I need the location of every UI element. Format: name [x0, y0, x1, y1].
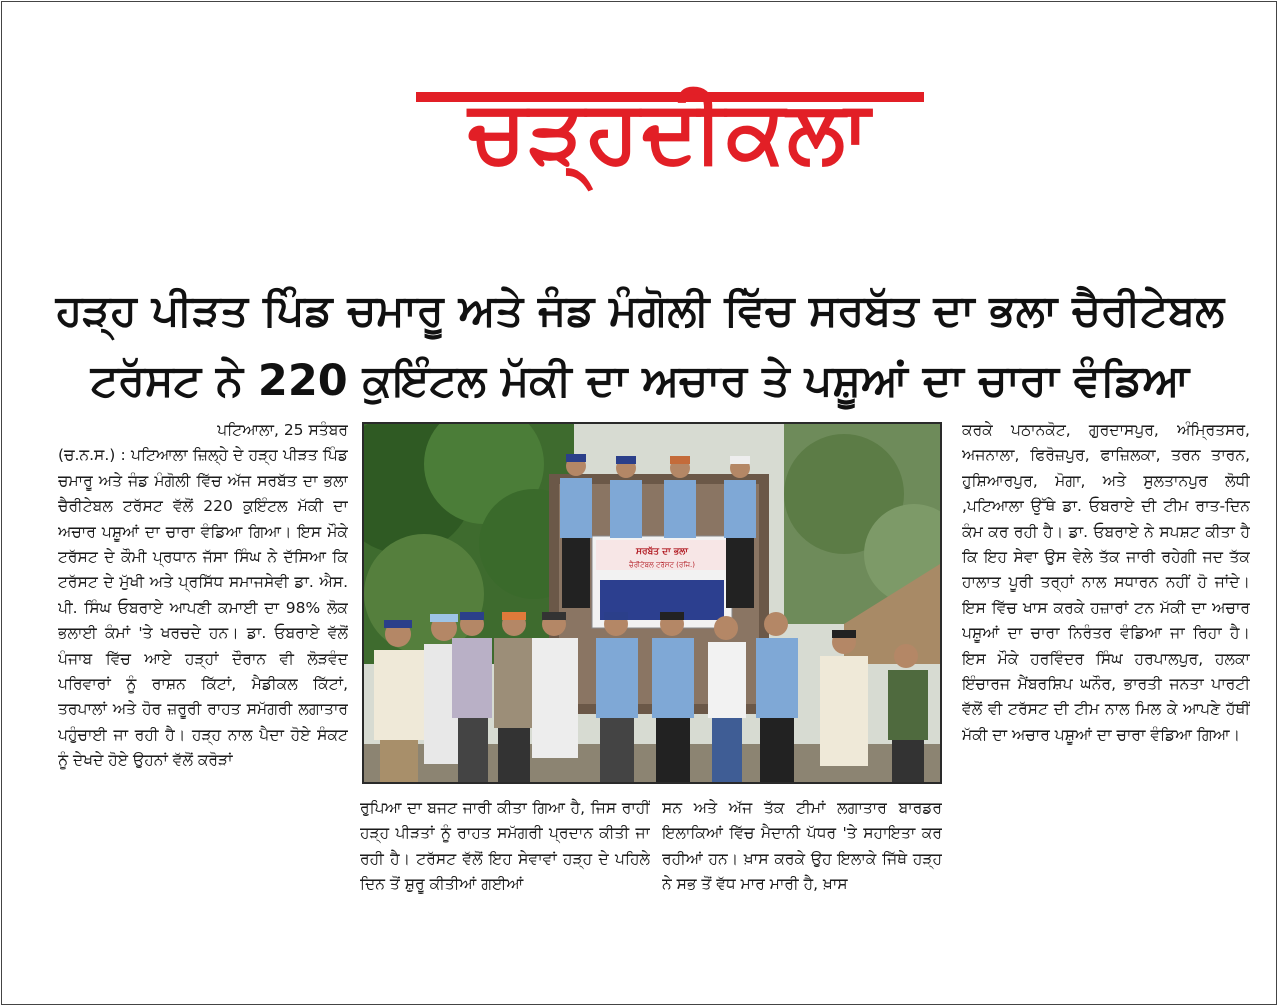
newspaper-masthead: ਚੜ੍ਹਦੀਕਲਾ: [468, 82, 872, 182]
article-text-right: ਕਰਕੇ ਪਠਾਨਕੋਟ, ਗੁਰਦਾਸਪੁਰ, ਅੰਮ੍ਰਿਤਸਰ, ਅਜਨਾਲਾ, ਫਿਰੋਜ਼ਪੁਰ, ਫਾਜ਼ਿਲਕਾ, ਤਰਨ ਤਾਰਨ, ਹੁਸ਼ਿਆਰਪੁਰ, ਮੋਗਾ, ਅਤੇ ਸੁਲਤਾਨਪੁਰ ਲੋਧੀ ,ਪਟਿਆਲਾ ਉੱਥੇ ਡਾ. ਓਬਰਾਏ ਦੀ ਟੀਮ ਰਾਤ-ਦਿਨ ਕੰਮ ਕਰ ਰਹੀ ਹੈ। ਡਾ. ਓਬਰਾਏ ਨੇ ਸਪਸ਼ਟ ਕੀਤਾ ਹੈ ਕਿ ਇਹ ਸੇਵਾ ਉਸ ਵੇਲੇ ਤੱਕ ਜਾਰੀ ਰਹੇਗੀ ਜਦ ਤੱਕ ਹਾਲਾਤ ਪੂਰੀ ਤਰ੍ਹਾਂ ਨਾਲ ਸਧਾਰਨ ਨਹੀਂ ਹੋ ਜਾਂਦੇ। ਇਸ ਵਿੱਚ ਖਾਸ ਕਰਕੇ ਹਜ਼ਾਰਾਂ ਟਨ ਮੱਕੀ ਦਾ ਅਚਾਰ ਪਸ਼ੂਆਂ ਦਾ ਚਾਰਾ ਨਿਰੰਤਰ ਵੰਡਿਆ ਜਾ ਰਿਹਾ ਹੈ। ਇਸ ਮੌਕੇ ਹਰਵਿੰਦਰ ਸਿੰਘ ਹਰਪਾਲਪੁਰ, ਹਲਕਾ ਇੰਚਾਰਜ ਮੈਂਬਰਸ਼ਿਪ ਘਨੌਰ, ਭਾਰਤੀ ਜਨਤਾ ਪਾਰਟੀ ਵੱਲੋਂ ਵੀ ਟਰੱਸਟ ਦੀ ਟੀਮ ਨਾਲ ਮਿਲ ਕੇ ਆਪਣੇ ਹੱਥੀਂ ਮੱਕੀ ਦਾ ਅਚਾਰ ਪਸ਼ੂਆਂ ਦਾ ਚਾਰਾ ਵੰਡਿਆ ਗਿਆ।: [962, 421, 1250, 744]
news-photo: [362, 422, 942, 784]
article-text-middle-2: ਸਨ ਅਤੇ ਅੱਜ ਤੱਕ ਟੀਮਾਂ ਲਗਾਤਾਰ ਬਾਰਡਰ ਇਲਾਕਿਆਂ ਵਿੱਚ ਮੈਦਾਨੀ ਪੱਧਰ 'ਤੇ ਸਹਾਇਤਾ ਕਰ ਰਹੀਆਂ ਹਨ। ਖ਼ਾਸ ਕਰਕੇ ਉਹ ਇਲਾਕੇ ਜਿੱਥੇ ਹੜ੍ਹ ਨੇ ਸਭ ਤੋਂ ਵੱਧ ਮਾਰ ਮਾਰੀ ਹੈ, ਖ਼ਾਸ: [662, 799, 942, 894]
article-column-middle-2: [662, 796, 942, 946]
banner-text-1: ਸਰਬੱਤ ਦਾ ਭਲਾ: [636, 547, 688, 557]
article-dateline: ਪਟਿਆਲਾ, 25 ਸਤੰਬਰ: [217, 421, 348, 439]
headline-line-1: ਹੜ੍ਹ ਪੀੜਤ ਪਿੰਡ ਚਮਾਰੂ ਅਤੇ ਜੰਡ ਮੰਗੋਲੀ ਵਿੱਚ ਸਰਬੱਤ ਦਾ ਭਲਾ ਚੈਰੀਟੇਬਲ: [55, 286, 1225, 336]
article-column-left: [58, 418, 348, 958]
article-column-right: [962, 418, 1250, 948]
article-text-left: (ਚ.ਨ.ਸ.) : ਪਟਿਆਲਾ ਜ਼ਿਲ੍ਹੇ ਦੇ ਹੜ੍ਹ ਪੀੜਤ ਪਿੰਡ ਚਮਾਰੂ ਅਤੇ ਜੰਡ ਮੰਗੋਲੀ ਵਿੱਚ ਅੱਜ ਸਰਬੱਤ ਦਾ ਭਲਾ ਚੈਰੀਟੇਬਲ ਟਰੱਸਟ ਵੱਲੋਂ 220 ਕੁਇੰਟਲ ਮੱਕੀ ਦਾ ਅਚਾਰ ਪਸ਼ੂਆਂ ਦਾ ਚਾਰਾ ਵੰਡਿਆ ਗਿਆ। ਇਸ ਮੌਕੇ ਟਰੱਸਟ ਦੇ ਕੌਮੀ ਪ੍ਰਧਾਨ ਜੱਸਾ ਸਿੰਘ ਨੇ ਦੱਸਿਆ ਕਿ ਟਰੱਸਟ ਦੇ ਮੁੱਖੀ ਅਤੇ ਪ੍ਰਸਿੱਧ ਸਮਾਜਸੇਵੀ ਡਾ. ਐਸ. ਪੀ. ਸਿੰਘ ਓਬਰਾਏ ਆਪਣੀ ਕਮਾਈ ਦਾ 98% ਲੋਕ ਭਲਾਈ ਕੰਮਾਂ 'ਤੇ ਖਰਚਦੇ ਹਨ। ਡਾ. ਓਬਰਾਏ ਵੱਲੋਂ ਪੰਜਾਬ ਵਿੱਚ ਆਏ ਹੜ੍ਹਾਂ ਦੌਰਾਨ ਵੀ ਲੋੜਵੰਦ ਪਰਿਵਾਰਾਂ ਨੂੰ ਰਾਸ਼ਨ ਕਿੱਟਾਂ, ਮੈਡੀਕਲ ਕਿੱਟਾਂ, ਤਰਪਾਲਾਂ ਅਤੇ ਹੋਰ ਜ਼ਰੂਰੀ ਰਾਹਤ ਸਮੱਗਰੀ ਲਗਾਤਾਰ ਪਹੁੰਚਾਈ ਜਾ ਰਹੀ ਹੈ। ਹੜ੍ਹ ਨਾਲ ਪੈਦਾ ਹੋਏ ਸੰਕਟ ਨੂੰ ਦੇਖਦੇ ਹੋਏ ਉਹਨਾਂ ਵੱਲੋਂ ਕਰੋੜਾਂ: [58, 446, 348, 770]
banner-text-2: ਚੈਰੀਟੇਬਲ ਟਰੱਸਟ (ਰਜਿ.): [628, 561, 696, 569]
article-text-middle-1: ਰੁਪਿਆ ਦਾ ਬਜਟ ਜਾਰੀ ਕੀਤਾ ਗਿਆ ਹੈ, ਜਿਸ ਰਾਹੀਂ ਹੜ੍ਹ ਪੀੜਤਾਂ ਨੂੰ ਰਾਹਤ ਸਮੱਗਰੀ ਪ੍ਰਦਾਨ ਕੀਤੀ ਜਾ ਰਹੀ ਹੈ। ਟਰੱਸਟ ਵੱਲੋਂ ਇਹ ਸੇਵਾਵਾਂ ਹੜ੍ਹ ਦੇ ਪਹਿਲੇ ਦਿਨ ਤੋਂ ਸ਼ੁਰੂ ਕੀਤੀਆਂ ਗਈਆਂ: [360, 799, 650, 894]
headline-line-2: ਟਰੱਸਟ ਨੇ 220 ਕੁਇੰਟਲ ਮੱਕੀ ਦਾ ਅਚਾਰ ਤੇ ਪਸ਼ੂਆਂ ਦਾ ਚਾਰਾ ਵੰਡਿਆ: [90, 356, 1190, 406]
article-column-middle-1: [360, 796, 650, 946]
